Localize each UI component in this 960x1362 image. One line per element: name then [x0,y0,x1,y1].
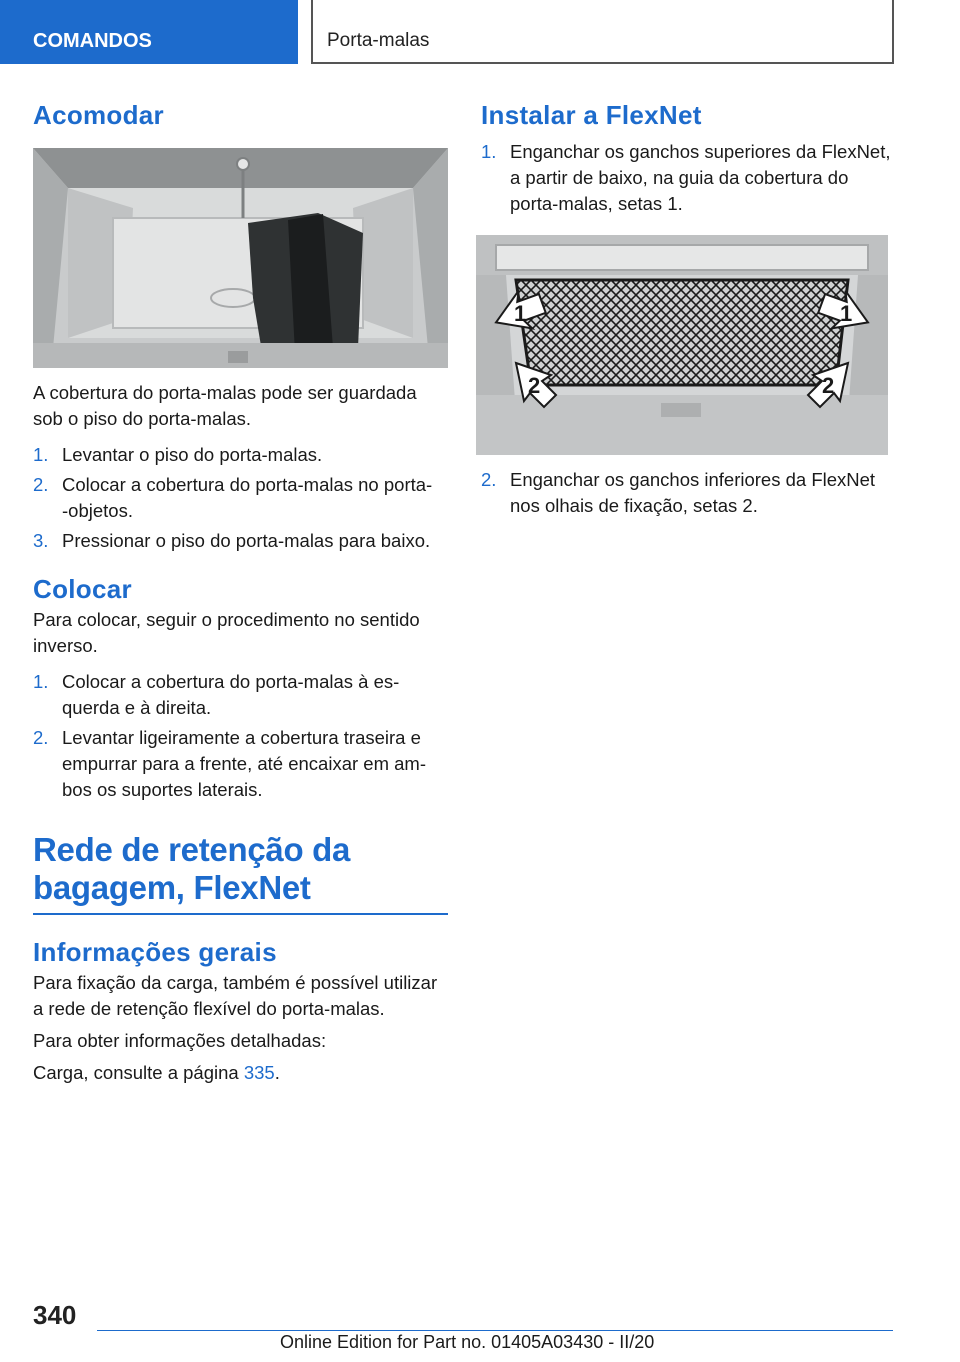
heading-colocar: Colocar [33,574,132,604]
edition-note: Online Edition for Part no. 01405A03430 - II/20 [280,1332,655,1352]
reference-suffix: . [274,1062,280,1083]
instalar-steps [481,139,893,217]
list-item [481,467,893,519]
arrow-label: 1 [514,301,527,326]
acomodar-text: A cobertura do porta-malas pode ser guardada sob o piso do porta-malas. [33,382,417,429]
trunk-illustration [33,148,448,368]
step-number: 2. [33,727,49,748]
arrow-label: 2 [822,373,835,398]
left-column [33,100,448,1086]
step-number: 1. [33,671,49,692]
section-tab [0,0,298,64]
heading-instalar-flexnet: Instalar a FlexNet [481,100,702,130]
footer-divider [97,1330,893,1331]
section-divider [33,913,448,915]
step-number: 2. [481,469,497,490]
page-number: 340 [33,1300,77,1330]
informacoes-text: Para fixação da carga, também é possível utilizar a rede de retenção flexível do porta-malas. [33,972,438,1019]
heading-line: bagagem, FlexNet [33,869,311,906]
heading-informacoes-gerais: Informações gerais [33,937,277,967]
chapter-header [311,0,894,64]
list-item [33,725,448,803]
colocar-steps [33,669,448,803]
flexnet-photo [476,235,888,455]
step-number: 2. [33,474,49,495]
colocar-text: Para colocar, seguir o procedimento no sentido inverso. [33,609,420,656]
arrow-label: 2 [528,373,541,398]
chapter-label: Porta-malas [327,30,430,51]
step-text: Pressionar o piso do porta-malas para baixo. [62,530,431,551]
acomodar-steps [33,442,448,554]
step-text: Levantar o piso do porta-malas. [62,444,323,465]
informacoes-text: Para obter informações detalhadas: [33,1030,327,1051]
heading-rede-retencao [33,831,448,907]
step-number: 1. [481,141,497,162]
step-text: Colocar a cobertura do porta-malas à esquerda e à direita. [62,671,400,718]
page-link[interactable]: 335 [243,1062,275,1083]
step-text: Levantar ligeiramente a cobertura traseira e empurrar para a frente, até encaixar em ambos os suportes laterais. [62,727,427,800]
list-item [33,528,448,554]
heading-acomodar: Acomodar [33,100,164,130]
step-number: 1. [33,444,49,465]
step-text: Colocar a cobertura do porta-malas no porta-‑objetos. [62,474,433,521]
cross-reference [33,1060,448,1086]
list-item [33,669,448,721]
instalar-steps-continued [481,467,893,519]
step-text: Enganchar os ganchos superiores da FlexNet, a partir de baixo, na guia da cobertura do porta-malas, setas 1. [510,141,891,214]
list-item [481,139,893,217]
arrow-label: 1 [840,301,853,326]
right-column [481,100,893,519]
reference-text: Carga, consulte a página [33,1062,244,1083]
trunk-storage-photo [33,148,448,368]
flexnet-illustration [476,235,888,455]
step-number: 3. [33,530,49,551]
heading-line: Rede de retenção da [33,831,351,868]
list-item [33,442,448,468]
section-label: COMANDOS [33,30,152,52]
step-text: Enganchar os ganchos inferiores da FlexNet nos olhais de fixação, setas 2. [510,469,876,516]
list-item [33,472,448,524]
